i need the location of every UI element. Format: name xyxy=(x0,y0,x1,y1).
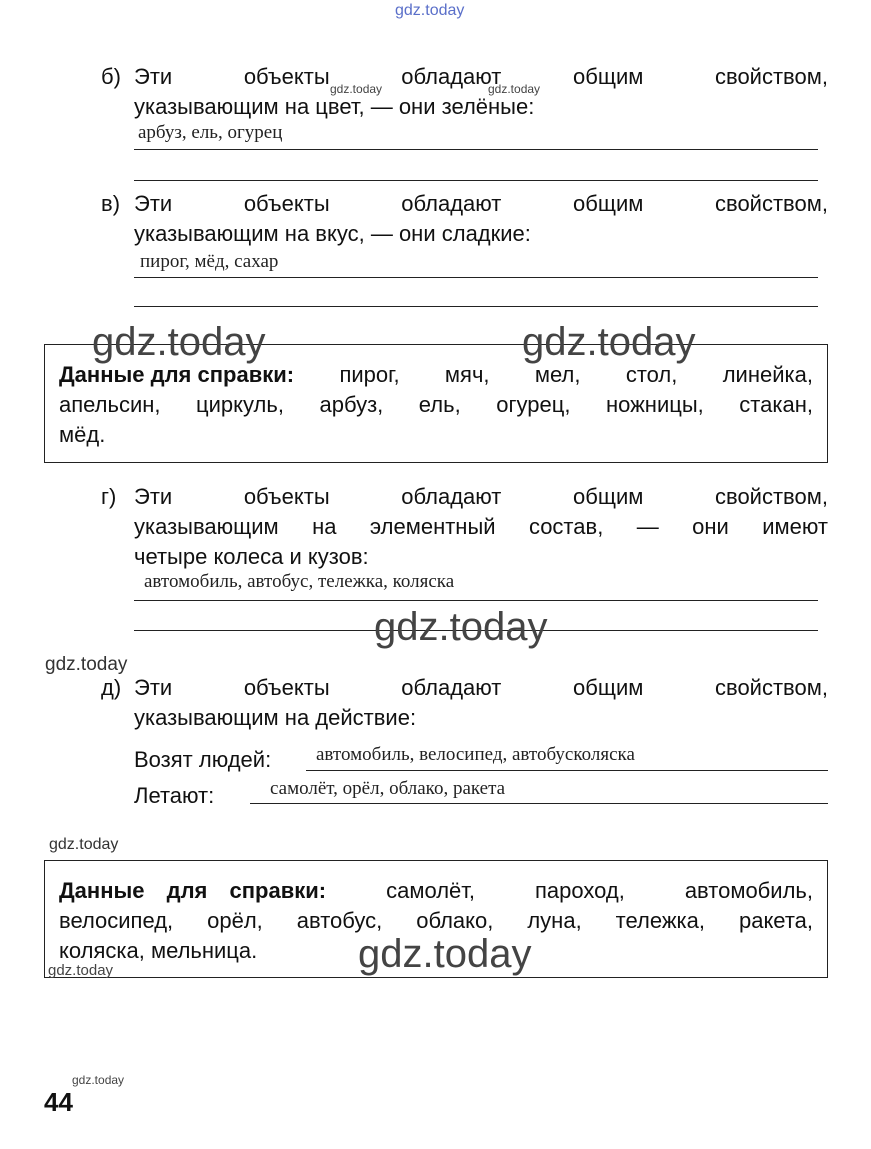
reference-row-3: мёд. xyxy=(59,422,106,447)
word: общим xyxy=(573,484,644,509)
task-g-line2 xyxy=(134,512,828,542)
reference-label: Данные для справки: xyxy=(59,362,295,387)
word: Эти xyxy=(134,675,173,700)
word: пароход, xyxy=(535,878,625,903)
page-number: 44 xyxy=(44,1087,73,1117)
watermark-large: gdz.today xyxy=(374,605,548,649)
word: — xyxy=(636,514,659,539)
word: арбуз, xyxy=(319,392,384,417)
word: мел, xyxy=(534,362,581,387)
word: Эти xyxy=(134,191,173,216)
carry-answer: автомобиль, велосипед, автобусколяска xyxy=(316,744,635,765)
watermark-large: gdz.today xyxy=(522,320,696,364)
word: на xyxy=(312,514,337,539)
word: объекты xyxy=(243,64,330,89)
word: пирог, xyxy=(339,362,400,387)
word: обладают xyxy=(401,675,502,700)
word: ель, xyxy=(418,392,461,417)
task-b-line2: указывающим на цвет, — они зелёные: xyxy=(134,94,535,119)
word: автомобиль, xyxy=(684,878,813,903)
watermark-small: gdz.today xyxy=(48,962,114,979)
task-b-answer: арбуз, ель, огурец xyxy=(138,122,283,143)
word: состав, xyxy=(528,514,604,539)
word: объекты xyxy=(243,675,330,700)
word: тележка, xyxy=(615,908,705,933)
task-g-line3: четыре колеса и кузов: xyxy=(134,544,369,569)
answer-line xyxy=(134,149,818,150)
answer-line xyxy=(134,277,818,278)
word: общим xyxy=(573,191,644,216)
word: объекты xyxy=(243,191,330,216)
word: стакан, xyxy=(739,392,813,417)
reference-label: Данные для справки: xyxy=(59,878,327,903)
word: свойством, xyxy=(715,675,828,700)
task-d-letter: д) xyxy=(101,675,122,700)
task-g-line1 xyxy=(134,482,828,512)
task-v-line1 xyxy=(134,189,828,219)
reference-row-2 xyxy=(59,390,813,420)
word: циркуль, xyxy=(196,392,284,417)
word: обладают xyxy=(401,484,502,509)
word: свойством, xyxy=(715,484,828,509)
fly-answer: самолёт, орёл, облако, ракета xyxy=(270,778,506,799)
word: обладают xyxy=(401,191,502,216)
word: общим xyxy=(573,64,644,89)
word: элементный xyxy=(369,514,496,539)
task-v-letter: в) xyxy=(101,191,121,216)
answer-line xyxy=(134,180,818,181)
word: стол, xyxy=(625,362,678,387)
answer-line xyxy=(134,306,818,307)
task-v-answer: пирог, мёд, сахар xyxy=(140,251,279,272)
watermark-small: gdz.today xyxy=(72,1073,125,1087)
carry-label: Возят людей: xyxy=(134,747,272,772)
word: они xyxy=(692,514,729,539)
word: ракета, xyxy=(738,908,813,933)
word: линейка, xyxy=(722,362,813,387)
word: общим xyxy=(573,675,644,700)
answer-line xyxy=(306,770,828,771)
word: Эти xyxy=(134,484,173,509)
word: Эти xyxy=(134,64,173,89)
task-b-line1 xyxy=(134,62,828,92)
reference-row-1 xyxy=(59,876,813,906)
word: свойством, xyxy=(715,64,828,89)
watermark-large: gdz.today xyxy=(92,320,266,364)
word: ножницы, xyxy=(605,392,704,417)
reference-row-3: коляска, мельница. xyxy=(59,938,258,963)
word: свойством, xyxy=(715,191,828,216)
task-v-line2: указывающим на вкус, — они сладкие: xyxy=(134,221,531,246)
word: облако, xyxy=(416,908,494,933)
word: огурец, xyxy=(496,392,571,417)
word: апельсин, xyxy=(59,392,161,417)
answer-line xyxy=(134,600,818,601)
task-d-line2: указывающим на действие: xyxy=(134,705,417,730)
task-g-answer: автомобиль, автобус, тележка, коляска xyxy=(144,571,455,592)
watermark-top: gdz.today xyxy=(395,2,465,19)
word: указывающим xyxy=(134,514,279,539)
task-g-letter: г) xyxy=(101,484,117,509)
word: имеют xyxy=(762,514,828,539)
watermark-small: gdz.today xyxy=(330,82,383,96)
watermark-medium: gdz.today xyxy=(49,836,119,853)
task-d-line1 xyxy=(134,673,828,703)
watermark-large: gdz.today xyxy=(358,932,532,976)
word: объекты xyxy=(243,484,330,509)
watermark-small: gdz.today xyxy=(488,82,541,96)
word: обладают xyxy=(401,64,502,89)
word: орёл, xyxy=(207,908,263,933)
task-b-letter: б) xyxy=(101,64,121,89)
word: самолёт, xyxy=(386,878,476,903)
word: мяч, xyxy=(444,362,490,387)
word: луна, xyxy=(527,908,582,933)
word: автобус, xyxy=(296,908,383,933)
fly-label: Летают: xyxy=(134,783,215,808)
watermark-medium: gdz.today xyxy=(45,654,128,675)
word: велосипед, xyxy=(59,908,174,933)
answer-line xyxy=(250,803,828,804)
